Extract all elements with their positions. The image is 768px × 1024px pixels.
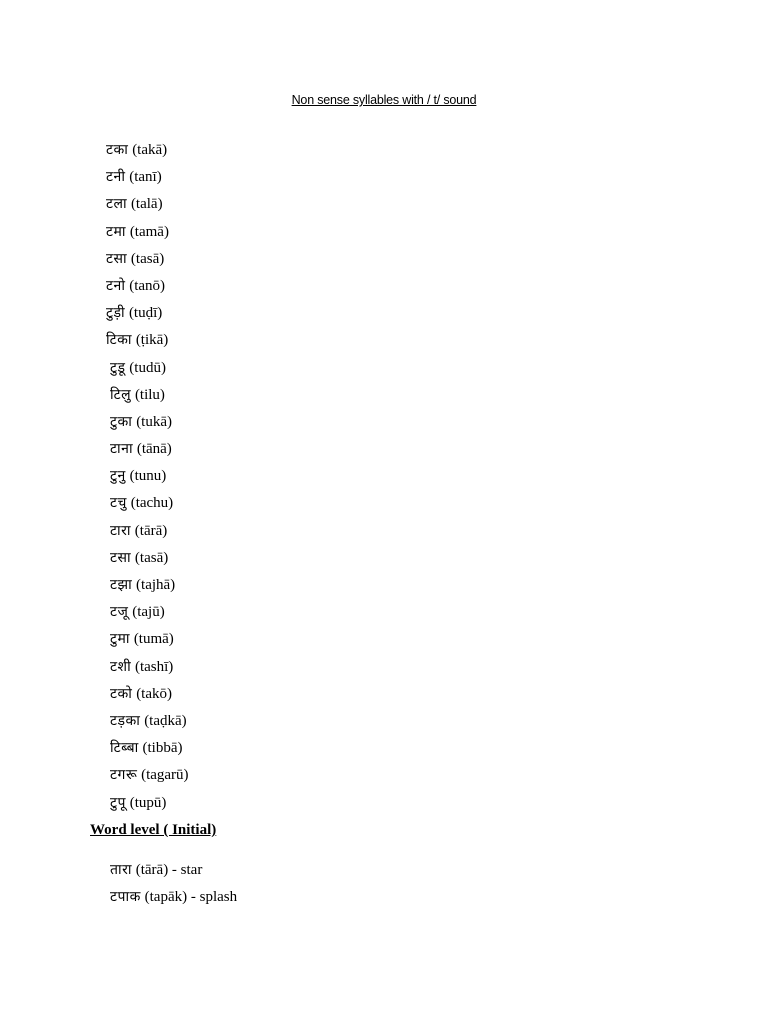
list-item	[0, 411, 768, 438]
hindi-syllable: टुडू	[110, 359, 126, 376]
hindi-syllable: टझा	[110, 577, 133, 593]
romanized-syllable: (tārā)	[134, 522, 168, 539]
romanized-syllable: (tuḍī)	[128, 305, 163, 322]
romanized-syllable: (takō)	[136, 685, 173, 702]
list-item	[0, 710, 768, 737]
list-item	[0, 438, 768, 465]
romanized-word: (tārā) - star	[135, 862, 203, 878]
romanized-syllable: (tudū)	[129, 359, 166, 376]
hindi-syllable: टिब्बा	[110, 740, 139, 757]
hindi-syllable: टको	[110, 685, 133, 702]
hindi-syllable: टगरू	[110, 767, 138, 784]
list-item	[0, 221, 768, 248]
list-item	[0, 275, 768, 302]
list-item	[0, 601, 768, 628]
list-item	[0, 792, 768, 819]
hindi-syllable: टुका	[110, 413, 133, 430]
romanized-syllable: (tasā)	[134, 549, 169, 566]
romanized-syllable: (tajū)	[132, 604, 165, 621]
romanized-syllable: (tanī)	[129, 169, 162, 186]
romanized-syllable: (tashī)	[134, 658, 174, 675]
list-item	[0, 886, 768, 913]
hindi-syllable: टुमा	[110, 631, 131, 648]
romanized-syllable: (ṭikā)	[135, 332, 169, 349]
word-list	[0, 859, 768, 913]
romanized-syllable: (tunu)	[129, 468, 167, 485]
romanized-syllable: (talā)	[130, 196, 163, 213]
page-title: Non sense syllables with / t/ sound	[291, 93, 477, 107]
hindi-syllable: टड़का	[110, 712, 141, 729]
hindi-syllable: टसा	[110, 549, 132, 566]
list-item	[0, 139, 768, 166]
romanized-syllable: (tibbā)	[142, 740, 183, 757]
romanized-syllable: (tajhā)	[136, 577, 176, 593]
list-item	[0, 357, 768, 384]
hindi-syllable: टसा	[106, 250, 128, 267]
list-item	[0, 520, 768, 547]
romanized-syllable: (tānā)	[136, 441, 172, 458]
romanized-syllable: (tupū)	[129, 794, 167, 811]
hindi-syllable: टुपू	[110, 794, 127, 811]
list-item	[0, 492, 768, 519]
hindi-syllable: टनो	[106, 277, 126, 294]
hindi-syllable: टाना	[110, 441, 134, 458]
romanized-syllable: (tamā)	[129, 223, 169, 240]
list-item	[0, 329, 768, 356]
list-item	[0, 193, 768, 220]
romanized-syllable: (takā)	[132, 142, 168, 158]
list-item	[0, 547, 768, 574]
hindi-syllable: टला	[106, 196, 128, 213]
list-item	[0, 248, 768, 275]
list-item	[0, 628, 768, 655]
hindi-word: तारा	[110, 862, 132, 878]
hindi-syllable: टशी	[110, 658, 132, 675]
hindi-syllable: टका	[106, 142, 129, 158]
hindi-syllable: टजू	[110, 604, 129, 621]
hindi-syllable: टुनु	[110, 468, 126, 485]
list-item	[0, 574, 768, 601]
list-item	[0, 302, 768, 329]
list-item	[0, 384, 768, 411]
romanized-syllable: (tachu)	[130, 495, 174, 512]
list-item	[0, 656, 768, 683]
list-item	[0, 683, 768, 710]
romanized-syllable: (tumā)	[133, 631, 174, 648]
list-item	[0, 166, 768, 193]
hindi-syllable: टनी	[106, 169, 126, 186]
hindi-word: टपाक	[110, 889, 141, 905]
syllable-list	[0, 139, 768, 819]
romanized-syllable: (tilu)	[134, 386, 165, 403]
list-item	[0, 764, 768, 791]
list-item	[0, 859, 768, 886]
romanized-word: (tapāk) - splash	[144, 889, 238, 905]
hindi-syllable: टचु	[110, 495, 127, 512]
romanized-syllable: (tagarū)	[141, 767, 189, 784]
hindi-syllable: टुड़ी	[106, 305, 126, 322]
hindi-syllable: टमा	[106, 223, 127, 240]
word-level-heading: Word level ( Initial)	[90, 822, 217, 838]
list-item	[0, 737, 768, 764]
hindi-syllable: टिका	[106, 332, 133, 349]
romanized-syllable: (tukā)	[136, 413, 173, 430]
romanized-syllable: (tanō)	[129, 277, 166, 294]
romanized-syllable: (taḍkā)	[144, 712, 187, 729]
hindi-syllable: टारा	[110, 522, 132, 539]
romanized-syllable: (tasā)	[130, 250, 165, 267]
hindi-syllable: टिलु	[110, 386, 132, 403]
list-item	[0, 465, 768, 492]
